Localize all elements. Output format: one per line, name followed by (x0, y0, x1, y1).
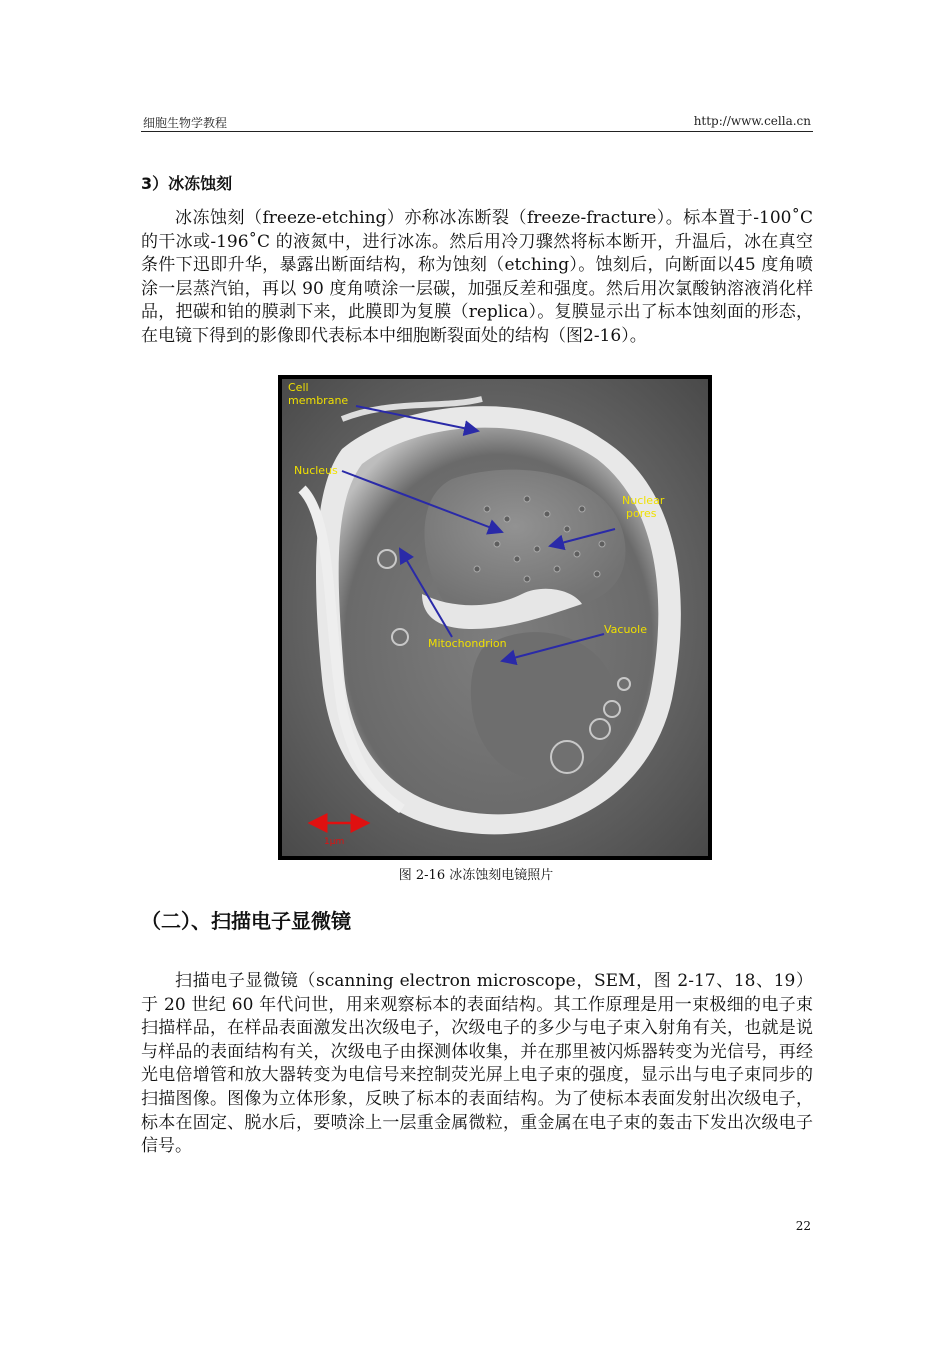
header-book-title: 细胞生物学教程 (143, 116, 228, 130)
figure-caption: 图 2-16 冰冻蚀刻电镜照片 (398, 868, 554, 883)
sem-paragraph: 扫描电子显微镜（scanning electron microscope，SEM，图 2-17、18、19）于 20 世纪 60 年代问世，用来观察标本的表面结构。其工作原理是用一束极细的电子束扫描样品，在样品表面激发出次级电子，次级电子的多少与电子束入射角有关，也就是说与样品的表面结构有关，次级电子由探测体收集，并在那里被闪烁器转变为光信号，再经光电倍增管和放大器转变为电信号来控制荧光屏上电子束的强度，显示出与电子束同步的扫描图像。图像为立体形象，反映了标本的表面结构。为了使标本表面发射出次级电子，标本在固定、脱水后，要喷涂上一层重金属微粒，重金属在电子束的轰击下发出次级电子信号。 (141, 971, 813, 1157)
label-cell-membrane-line1: Cell (288, 381, 309, 394)
section-heading-freeze-etching: 3）冰冻蚀刻 (141, 174, 233, 193)
label-nuclear-pores-line1: Nuclear (622, 494, 665, 507)
section-heading-sem: （二）、扫描电子显微镜 (141, 909, 351, 933)
micrograph-image (282, 379, 708, 856)
page-number: 22 (795, 1219, 811, 1233)
label-nuclear-pores-line2: pores (626, 507, 657, 520)
label-cell-membrane-line2: membrane (288, 394, 349, 407)
label-vacuole: Vacuole (604, 623, 647, 636)
freeze-etching-micrograph (278, 375, 712, 860)
header-rule (141, 131, 813, 132)
header-url[interactable]: http://www.cella.cn (693, 114, 811, 128)
label-mitochondrion: Mitochondrion (428, 637, 507, 650)
freeze-etching-paragraph: 冰冻蚀刻（freeze-etching）亦称冰冻断裂（freeze-fracture）。标本置于-100˚C的干冰或-196˚C 的液氮中，进行冰冻。然后用冷刀骤然将标本断开，升温后，冰在真空条件下迅即升华，暴露出断面结构，称为蚀刻（etching）。蚀刻后，向断面以45 度角喷涂一层蒸汽铂，再以 90 度角喷涂一层碳，加强反差和强度。然后用次氯酸钠溶液消化样品，把碳和铂的膜剥下来，此膜即为复膜（replica）。复膜显示出了标本蚀刻面的形态，在电镜下得到的影像即代表标本中细胞断裂面处的结构（图2-16）。 (141, 208, 813, 346)
scale-bar-label: 1μm (324, 837, 345, 847)
label-nucleus: Nucleus (294, 464, 338, 477)
